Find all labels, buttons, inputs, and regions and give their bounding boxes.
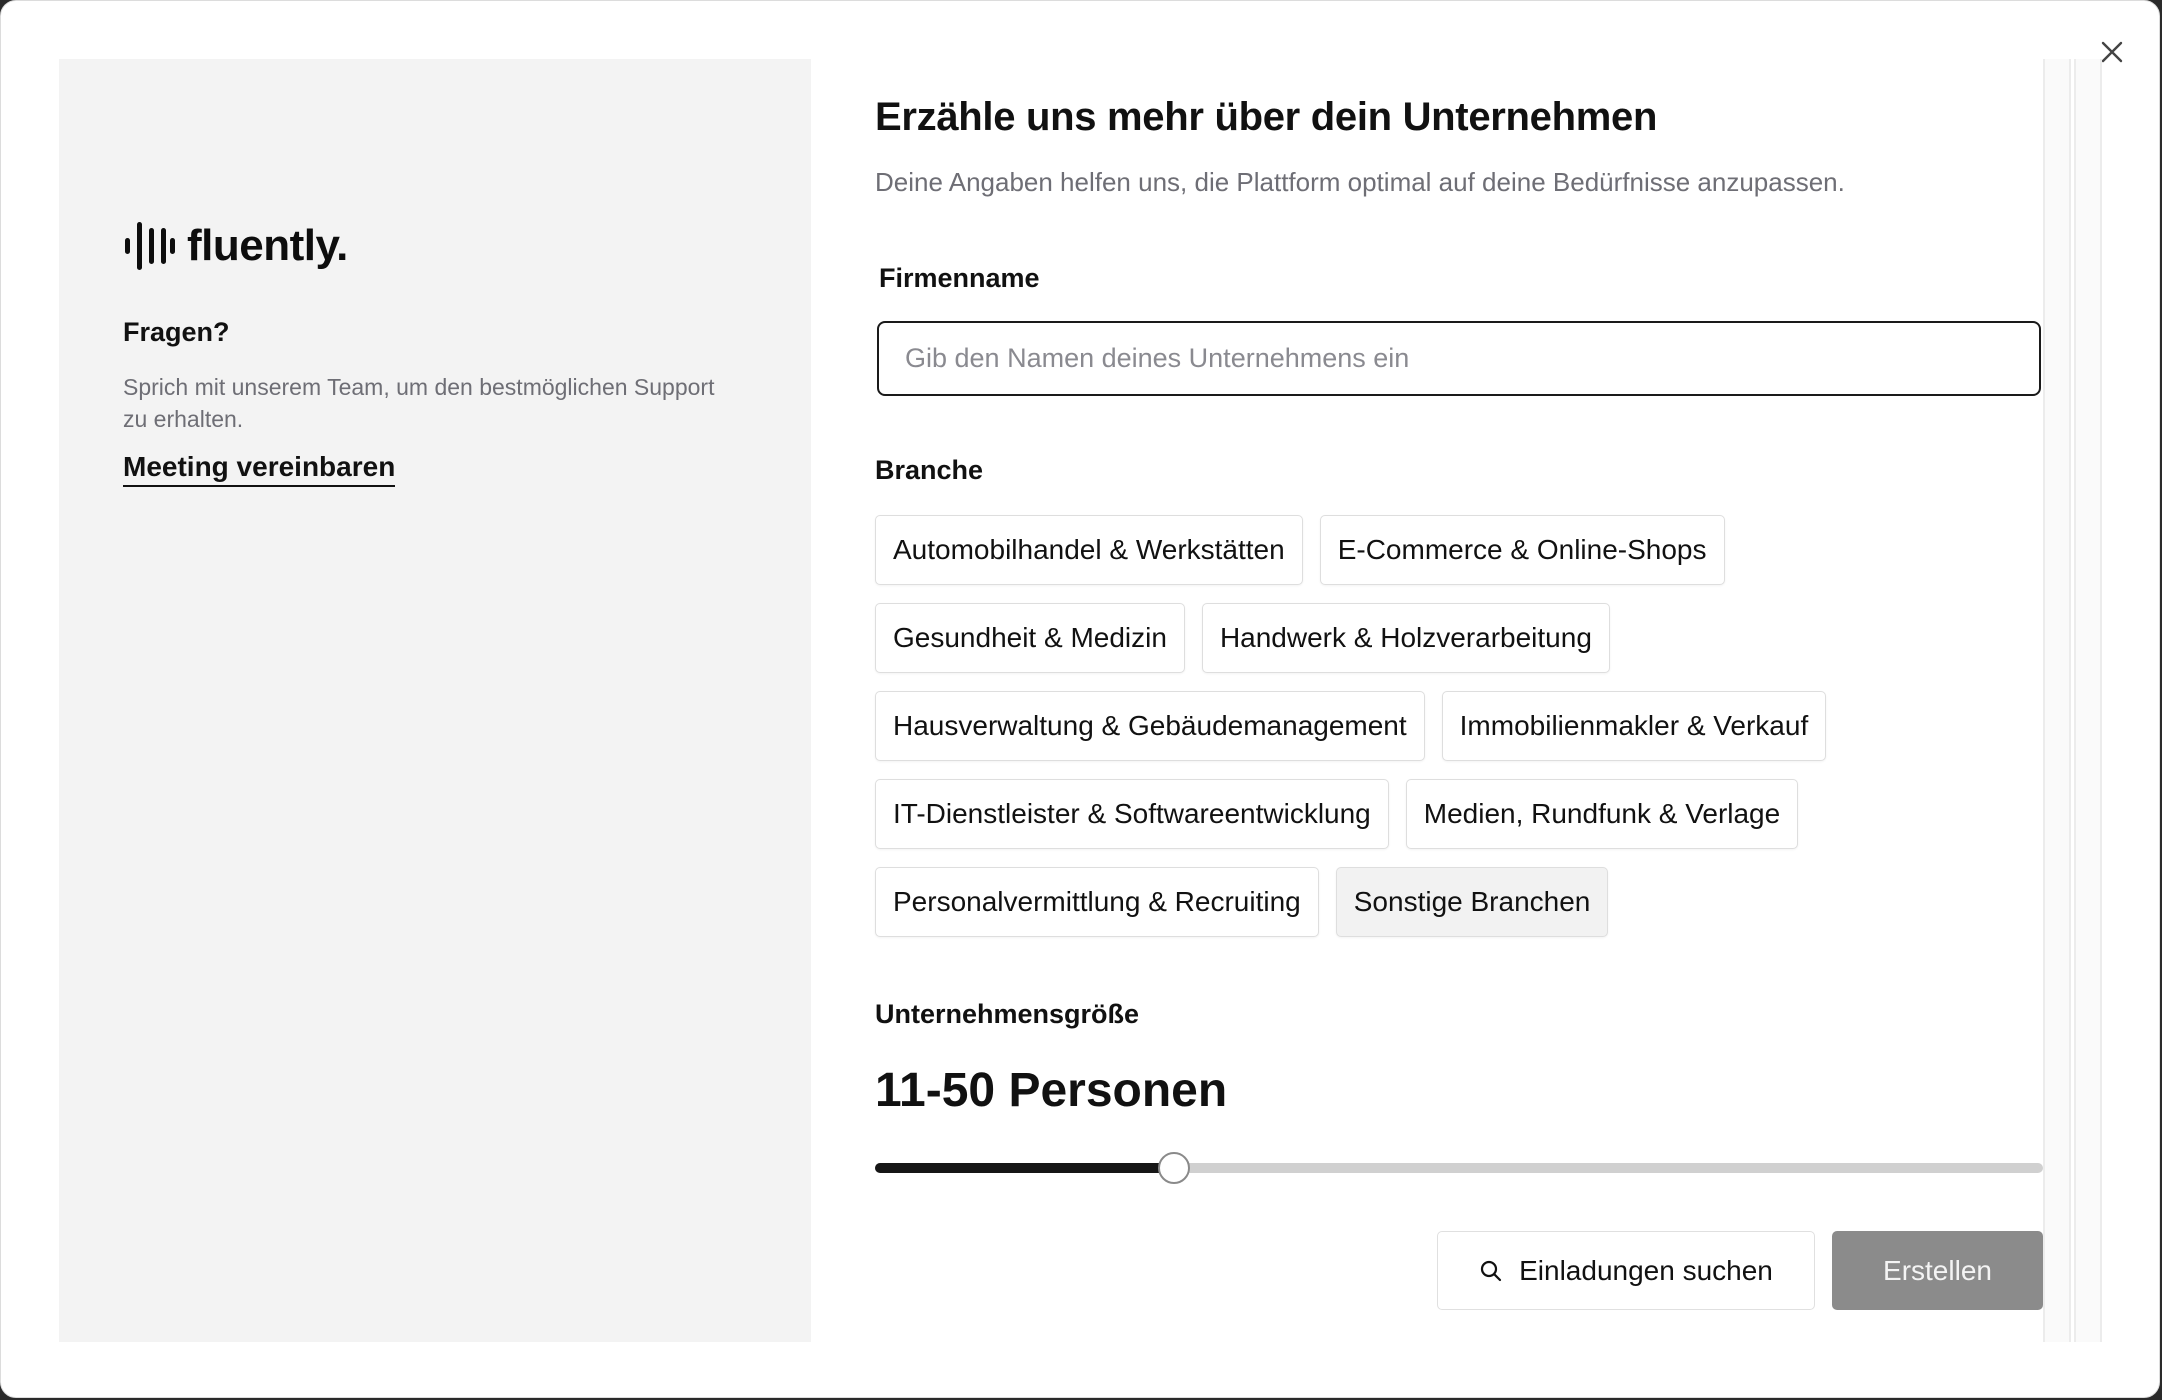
schedule-meeting-link[interactable]: Meeting vereinbaren	[123, 451, 395, 487]
brand-logo	[123, 221, 348, 271]
close-icon	[2100, 40, 2124, 64]
scrollbar-track[interactable]	[2043, 59, 2071, 1342]
company-size-slider[interactable]	[875, 1157, 2043, 1179]
search-icon	[1479, 1259, 1503, 1283]
company-name-label: Firmenname	[879, 263, 1040, 293]
industry-chip-sonstige[interactable]: Sonstige Branchen	[1336, 867, 1609, 937]
industry-chip-it-dienstleister[interactable]: IT-Dienstleister & Softwareentwicklung	[875, 779, 1389, 849]
scrollbar-track-secondary[interactable]	[2074, 59, 2102, 1342]
industry-chip-automobilhandel[interactable]: Automobilhandel & Werkstätten	[875, 515, 1303, 585]
page-title: Erzähle uns mehr über dein Unternehmen	[875, 95, 1658, 139]
logo-text: fluently.	[187, 221, 348, 270]
company-name-input[interactable]	[877, 321, 2041, 396]
help-text: Sprich mit unserem Team, um den bestmöglichen Support zu erhalten.	[123, 374, 715, 432]
slider-fill	[875, 1163, 1174, 1173]
page-subtitle: Deine Angaben helfen uns, die Plattform optimal auf deine Bedürfnisse anzupassen.	[875, 167, 1845, 197]
industry-chip-personalvermittlung[interactable]: Personalvermittlung & Recruiting	[875, 867, 1319, 937]
industry-chip-handwerk[interactable]: Handwerk & Holzverarbeitung	[1202, 603, 1610, 673]
help-title: Fragen?	[123, 317, 230, 347]
form-content	[875, 59, 2043, 1342]
soundwave-icon	[123, 221, 175, 271]
industry-chip-medien[interactable]: Medien, Rundfunk & Verlage	[1406, 779, 1798, 849]
slider-thumb[interactable]	[1158, 1152, 1190, 1184]
company-size-label: Unternehmensgröße	[875, 999, 1140, 1029]
industry-chip-immobilienmakler[interactable]: Immobilienmakler & Verkauf	[1442, 691, 1827, 761]
form-actions	[875, 1231, 2043, 1310]
create-button[interactable]: Erstellen	[1832, 1231, 2043, 1310]
company-size-value: 11-50 Personen	[875, 1064, 1228, 1117]
search-invitations-label: Einladungen suchen	[1519, 1254, 1773, 1286]
industry-label: Branche	[875, 455, 984, 485]
industry-chip-hausverwaltung[interactable]: Hausverwaltung & Gebäudemanagement	[875, 691, 1425, 761]
industry-chip-ecommerce[interactable]: E-Commerce & Online-Shops	[1320, 515, 1725, 585]
search-invitations-button[interactable]	[1437, 1231, 1815, 1310]
sidebar-panel	[59, 59, 811, 1342]
industry-chip-gesundheit[interactable]: Gesundheit & Medizin	[875, 603, 1185, 673]
industry-options	[875, 515, 2043, 937]
